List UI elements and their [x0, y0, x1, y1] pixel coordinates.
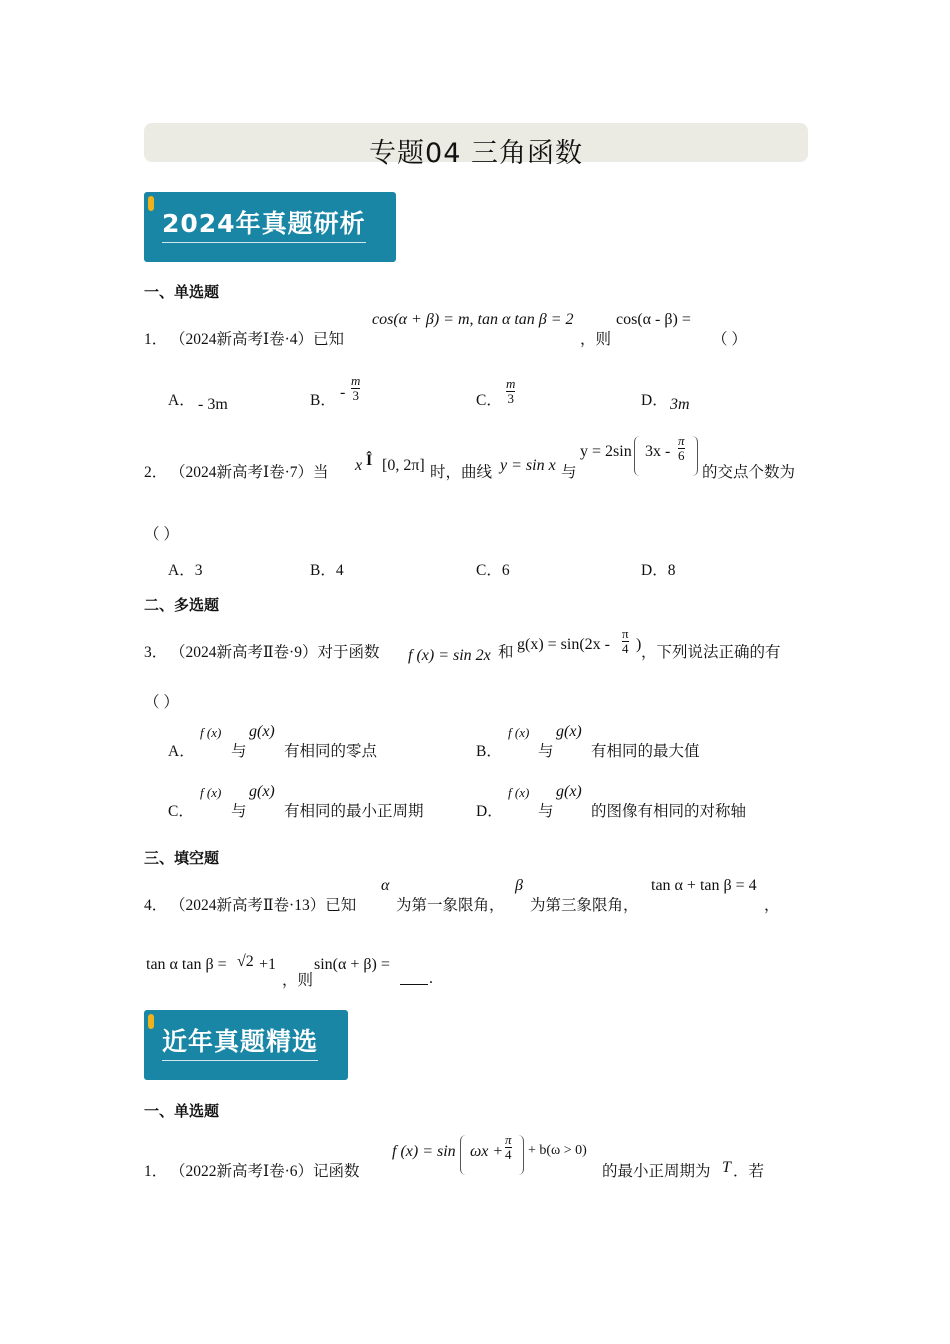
q2-var: x	[355, 457, 363, 474]
q1-condition: cos(α + β) = m, tan α tan β = 2	[372, 311, 574, 328]
q3-number: 3．	[144, 644, 168, 661]
q5-T: T	[722, 1159, 731, 1176]
q1-ask: cos(α - β) =	[616, 311, 691, 328]
q2-paren: （ ）	[144, 526, 179, 543]
q4-ask: sin(α + β) =	[314, 956, 390, 973]
q1-paren: （ ）	[712, 331, 747, 348]
q5-right-paren	[517, 1135, 524, 1175]
q3-option-d-f: f (x)	[508, 785, 530, 800]
frac-num: m	[351, 373, 361, 388]
q1-option-d: D．	[641, 392, 668, 409]
q4-beta: β	[515, 877, 523, 894]
frac-num: π	[678, 433, 685, 448]
q3-option-b-text: 有相同的最大值	[591, 743, 700, 760]
q1-option-c-frac	[506, 377, 515, 406]
banner-accent	[148, 1014, 154, 1029]
q3-option-b-g: g(x)	[556, 723, 582, 740]
q3-option-c-f: f (x)	[200, 785, 222, 800]
q3-pi-frac	[622, 627, 629, 656]
q3-tail: ，下列说法正确的有	[641, 644, 781, 661]
q3-option-a-text: 有相同的零点	[284, 743, 378, 760]
q3-option-d-yu: 与	[538, 803, 554, 820]
section-multi-choice: 二、多选题	[144, 596, 220, 614]
q2-option-b: B．4	[310, 562, 344, 579]
title-bar	[144, 123, 808, 169]
frac-num: π	[622, 626, 629, 641]
q3-and: 和	[498, 644, 514, 661]
q3-g: g(x) = sin(2x -	[517, 636, 611, 653]
section-single-choice-2: 一、单选题	[144, 1102, 220, 1120]
q5-tail: 的最小正周期为	[602, 1163, 711, 1180]
q3-option-a-yu: 与	[231, 743, 247, 760]
q3-option-c: C．	[168, 803, 194, 820]
q3-source: （2024新高考Ⅱ卷·9）对于函数	[170, 644, 380, 661]
q1-option-b-sign: -	[340, 384, 346, 401]
q5-tail-2: ．若	[733, 1163, 765, 1180]
q5-left-paren	[460, 1135, 467, 1175]
q3-option-a-f: f (x)	[200, 725, 222, 740]
q2-pi-frac	[678, 434, 685, 463]
q5-func-c: + b(ω > 0)	[528, 1143, 587, 1158]
q2-curve-1: y = sin x	[500, 457, 556, 474]
section-single-choice: 一、单选题	[144, 283, 220, 301]
q2-option-c: C．6	[476, 562, 510, 579]
q4-text-2: 为第三象限角，	[530, 897, 639, 914]
q2-in-symbol: Î	[366, 452, 373, 469]
q1-mid: ，则	[580, 331, 612, 348]
q4-eq-1: tan α + tan β = 4	[651, 877, 757, 894]
q2-curve-2a: y = 2sin	[580, 443, 632, 460]
q3-option-b-f: f (x)	[508, 725, 530, 740]
q1-option-b-frac	[351, 374, 360, 403]
q1-number: 1．	[144, 331, 168, 348]
frac-num: π	[505, 1132, 512, 1147]
q2-source: （2024新高考Ⅰ卷·7）当	[170, 464, 329, 481]
q3-f: f (x) = sin 2x	[408, 647, 491, 664]
q1-option-a-value: - 3m	[198, 396, 228, 413]
q4-sqrt: √2	[237, 953, 254, 970]
q2-text-3: 的交点个数为	[702, 464, 796, 481]
q3-close: )	[636, 636, 642, 653]
q4-alpha: α	[381, 877, 390, 894]
q2-curve-2b: 3x -	[645, 443, 671, 460]
q3-paren: （ ）	[144, 694, 179, 711]
q3-option-d-g: g(x)	[556, 783, 582, 800]
banner-2024	[144, 192, 396, 262]
frac-den: 4	[505, 1147, 512, 1162]
q5-source: （2022新高考Ⅰ卷·6）记函数	[170, 1163, 360, 1180]
banner-accent	[148, 196, 154, 211]
q5-func-a: f (x) = sin	[392, 1143, 456, 1160]
q4-end: .	[429, 970, 433, 987]
q1-option-c: C．	[476, 392, 502, 409]
q4-comma: ，	[764, 897, 780, 914]
q4-eq-2b: +1	[259, 956, 277, 973]
q3-option-d-text: 的图像有相同的对称轴	[591, 803, 747, 820]
q2-text-1: 时，曲线	[430, 464, 493, 481]
q2-option-d: D．8	[641, 562, 676, 579]
q4-text-3: ，则	[282, 972, 314, 989]
q1-source: （2024新高考Ⅰ卷·4）已知	[170, 331, 345, 348]
q5-number: 1．	[144, 1163, 168, 1180]
q1-option-d-value: 3m	[670, 396, 690, 413]
banner-recent-text: 近年真题精选	[162, 1022, 318, 1061]
frac-num: m	[506, 376, 516, 391]
frac-den: 3	[507, 391, 514, 406]
q2-text-2: 与	[561, 464, 577, 481]
q3-option-b-yu: 与	[538, 743, 554, 760]
q4-answer-blank[interactable]	[400, 984, 428, 985]
q5-pi-frac	[505, 1133, 512, 1162]
q2-left-paren	[634, 436, 641, 476]
q3-option-c-text: 有相同的最小正周期	[284, 803, 424, 820]
q2-right-paren	[691, 436, 698, 476]
q4-number: 4．	[144, 897, 168, 914]
q4-source: （2024新高考Ⅱ卷·13）已知	[170, 897, 357, 914]
q3-option-d: D．	[476, 803, 503, 820]
q3-option-a-g: g(x)	[249, 723, 275, 740]
q5-func-b: ωx +	[470, 1143, 504, 1160]
frac-den: 3	[352, 388, 359, 403]
frac-den: 6	[678, 448, 685, 463]
q2-interval: [0, 2π]	[382, 457, 425, 474]
q2-option-a: A．3	[168, 562, 203, 579]
q1-option-b: B．	[310, 392, 336, 409]
page-title: 专题04 三角函数	[369, 138, 583, 169]
q1-option-a: A．	[168, 392, 195, 409]
q3-option-c-yu: 与	[231, 803, 247, 820]
q3-option-a: A．	[168, 743, 195, 760]
section-fill-blank: 三、填空题	[144, 849, 220, 867]
banner-recent	[144, 1010, 348, 1080]
q2-number: 2．	[144, 464, 168, 481]
banner-2024-text: 2024年真题研析	[162, 204, 366, 243]
frac-den: 4	[622, 641, 629, 656]
q3-option-b: B．	[476, 743, 502, 760]
q3-option-c-g: g(x)	[249, 783, 275, 800]
q4-eq-2a: tan α tan β =	[146, 956, 227, 973]
q4-text-1: 为第一象限角，	[396, 897, 505, 914]
